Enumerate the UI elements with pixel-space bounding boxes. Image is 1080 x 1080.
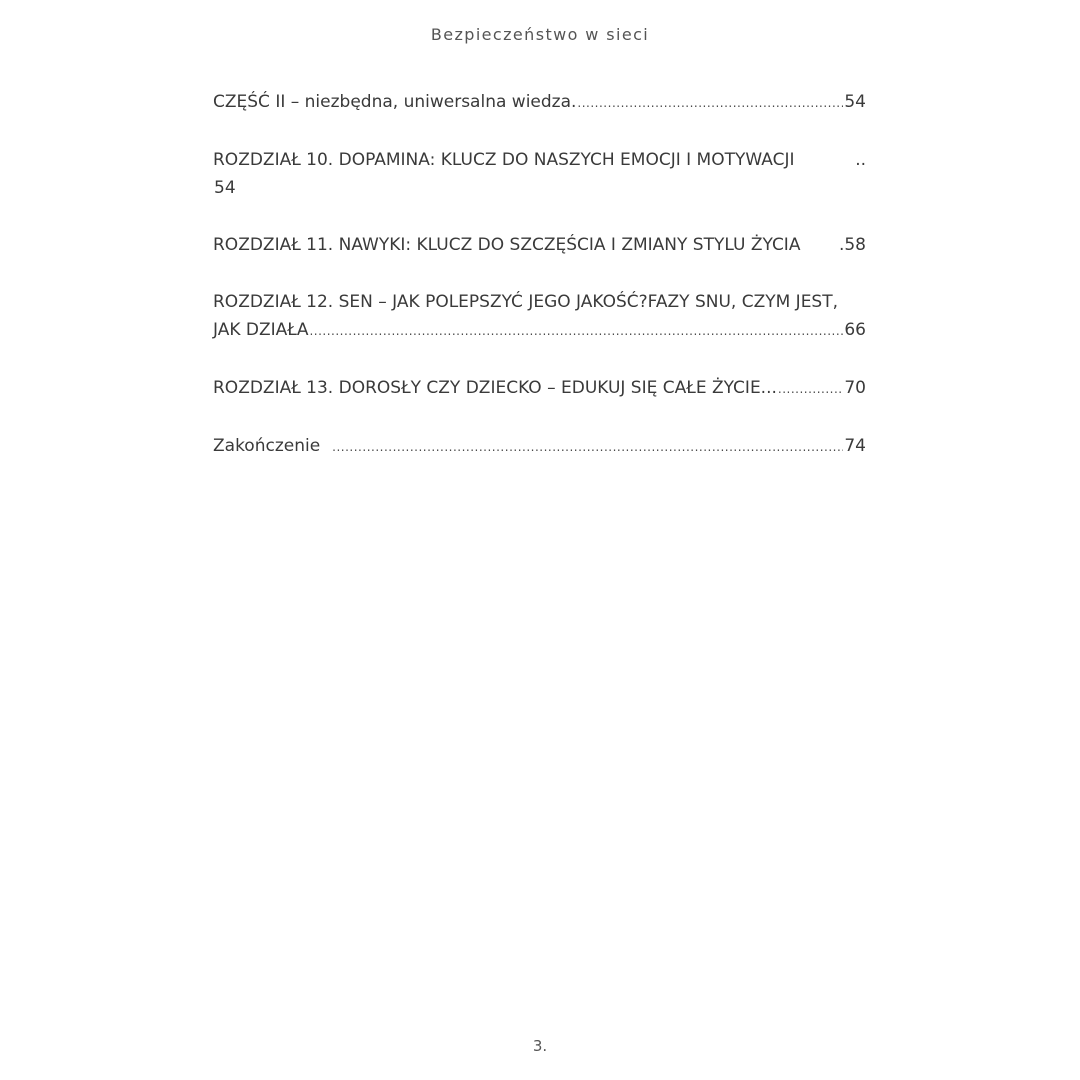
- toc-entry-title: CZĘŚĆ II – niezbędna, uniwersalna wiedza.: [213, 92, 577, 112]
- table-of-contents: [213, 88, 866, 490]
- toc-entry-page: 66: [844, 320, 866, 340]
- toc-entry-title: ROZDZIAŁ 11. NAWYKI: KLUCZ DO SZCZĘŚCIA I ZMIANY STYLU ŻYCIA: [213, 235, 801, 255]
- toc-entry-title: ROZDZIAŁ 13. DOROSŁY CZY DZIECKO – EDUKUJ SIĘ CAŁE ŻYCIE...: [213, 378, 777, 398]
- dot-leader: [778, 375, 843, 403]
- toc-entry-page: 54: [214, 178, 236, 198]
- toc-entry-page: 58: [844, 235, 866, 255]
- page-number: 3.: [532, 1037, 548, 1055]
- toc-entry-page: 74: [844, 436, 866, 456]
- toc-entry-title: Zakończenie: [213, 436, 321, 456]
- dot-leader: .: [838, 235, 845, 255]
- toc-entry-page: 70: [844, 378, 866, 398]
- dot-leader: ..: [855, 150, 866, 170]
- toc-entry-ending[interactable]: [213, 432, 866, 461]
- toc-entry-chapter-10[interactable]: [213, 146, 866, 202]
- toc-entry-chapter-11[interactable]: [213, 231, 866, 259]
- toc-entry-title: ROZDZIAŁ 10. DOPAMINA: KLUCZ DO NASZYCH EMOCJI I MOTYWACJI: [213, 150, 795, 170]
- toc-entry-part-2[interactable]: [213, 88, 866, 117]
- running-header: Bezpieczeństwo w sieci: [430, 25, 650, 44]
- dot-leader: [577, 89, 843, 117]
- toc-entry-chapter-12[interactable]: [213, 288, 866, 345]
- toc-entry-title-line1: ROZDZIAŁ 12. SEN – JAK POLEPSZYĆ JEGO JAKOŚĆ?FAZY SNU, CZYM JEST,: [213, 292, 839, 312]
- toc-entry-chapter-13[interactable]: [213, 374, 866, 403]
- toc-entry-title-line2: JAK DZIAŁA: [213, 320, 309, 340]
- toc-entry-page: 54: [844, 92, 866, 112]
- dot-leader: [309, 317, 843, 345]
- dot-leader: [332, 433, 843, 461]
